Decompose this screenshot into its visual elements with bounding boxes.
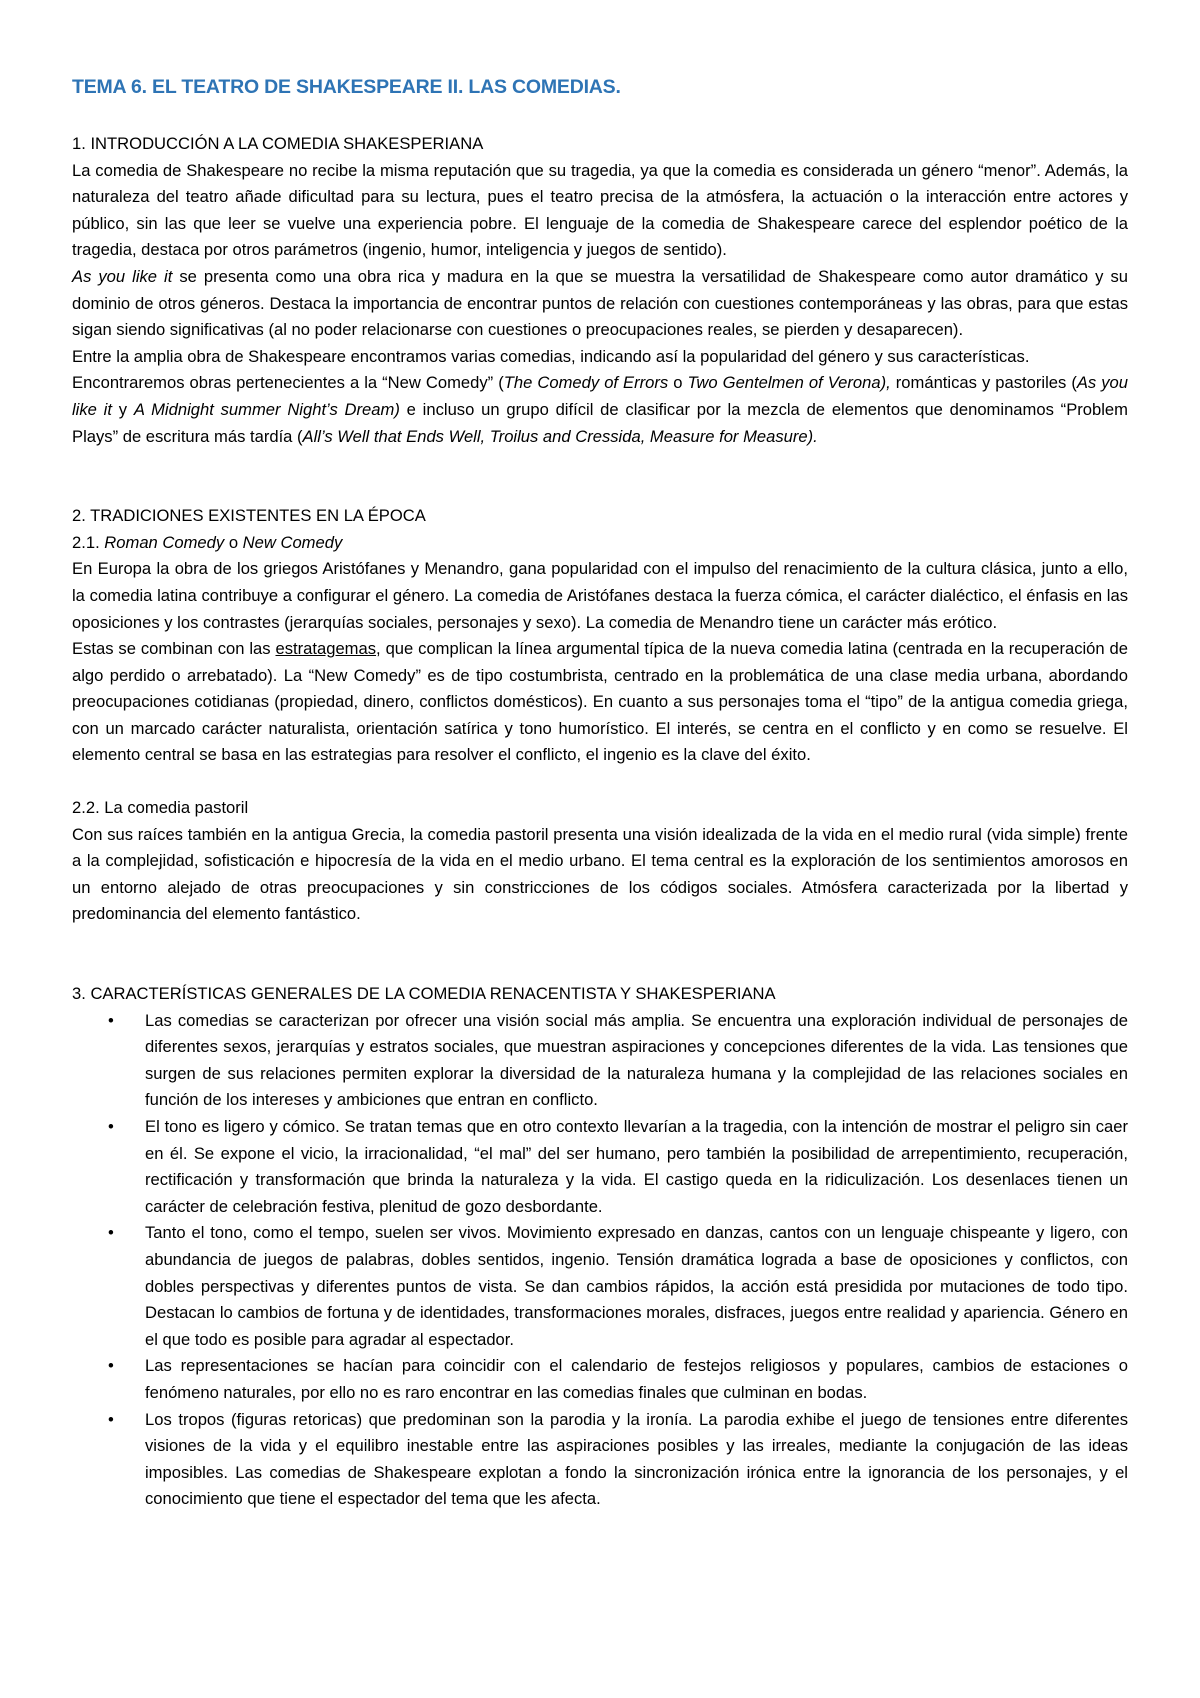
paragraph: Estas se combinan con las estratagemas, que complican la línea argumental típica de la nueva comedia latina (centrada en la recuperación de algo perdido o arrebatado). La “New Comedy” es de tipo costumbrista, centrado en la problemática de una clase media urbana, abordando preocupaciones cotidianas (propiedad, dinero, conflictos domésticos). En cuanto a sus personajes toma el “tipo” de la antigua comedia griega, con un marcado carácter naturalista, orientación satírica y tono humorístico. El interés, se centra en el conflicto y en como se resuelve. El elemento central se basa en las estrategias para resolver el conflicto, el ingenio es la clave del éxito. bbox=[72, 639, 1129, 765]
list-item: • El tono es ligero y cómico. Se tratan temas que en otro contexto llevarían a la tragedia, con la intención de mostrar el peligro sin caer en él. Se expone el vicio, la irracionalidad, “el mal” del ser humano, pero también la posibilidad de arrepentimiento, recuperación, rectificación y transformación que brinda la naturaleza y la vida. El castigo queda en la ridiculización. Los desenlaces tienen un carácter de celebración festiva, plenitud de gozo desbordante. bbox=[72, 1114, 1128, 1220]
section-heading: 1. INTRODUCCIÓN A LA COMEDIA SHAKESPERIANA bbox=[72, 134, 484, 153]
paragraph: Entre la amplia obra de Shakespeare encontramos varias comedias, indicando así la popularidad del género y sus características. bbox=[72, 346, 1030, 366]
list-item: • Las representaciones se hacían para coincidir con el calendario de festejos religiosos y populares, cambios de estaciones o fenómeno naturales, por ello no es raro encontrar en las comedias finales que culminan en bodas. bbox=[72, 1353, 1128, 1406]
spacer bbox=[72, 450, 1128, 503]
work-title: A Midnight summer Night’s Dream) bbox=[133, 399, 400, 419]
paragraph: En Europa la obra de los griegos Aristófanes y Menandro, gana popularidad con el impulso del renacimiento de la cultura clásica, junto a ello, la comedia latina contribuye a configurar el género. La comedia de Aristófanes destaca la fuerza cómica, el carácter dialéctico, el énfasis en las oposiciones y los contrastes (jerarquías sociales, personajes y sexo). La comedia de Menandro tiene un carácter más erótico. bbox=[72, 559, 1128, 632]
section-introduccion bbox=[72, 131, 1128, 450]
bullet-icon: • bbox=[108, 1409, 114, 1429]
paragraph-text: y bbox=[111, 399, 134, 419]
section-heading: 2. TRADICIONES EXISTENTES EN LA ÉPOCA bbox=[72, 506, 426, 526]
underlined-term: estratagemas bbox=[275, 639, 377, 659]
bullet-icon: • bbox=[108, 1223, 114, 1243]
paragraph-text: Encontraremos obras pertenecientes a la “New Comedy” ( bbox=[72, 373, 504, 393]
paragraph-text: se presenta como una obra rica y madura en la que se muestra la versatilidad de Shakespeare como autor dramático y su dominio de otros géneros. Destaca la importancia de encontrar puntos de relación con cuestiones contemporáneas y las obras, para que estas sigan siendo significativas (al no poder relacionarse con cuestiones o preocupaciones reales, se pierden y desaparecen). bbox=[72, 266, 1128, 340]
list-item: • Las comedias se caracterizan por ofrecer una visión social más amplia. Se encuentra una exploración individual de personajes de diferentes sexos, jerarquías y estratos sociales, que muestran aspiraciones y concepciones diferentes de la vida. Las tensiones que surgen de sus relaciones permiten explorar la diversidad de la naturaleza humana y la complejidad de las relaciones sociales en función de los intereses y ambiciones que entran en conflicto. bbox=[72, 1008, 1128, 1114]
paragraph bbox=[72, 264, 1128, 344]
list-item: • Los tropos (figuras retoricas) que predominan son la parodia y la ironía. La parodia exhibe el juego de tensiones entre diferentes visiones de la vida y el equilibro inestable entre las aspiraciones posibles y las irreales, mediante la conjugación de las ideas imposibles. Las comedias de Shakespeare explotan a fondo la sincronización irónica entre la ignorancia de los personajes, y el conocimiento que tiene el espectador del tema que les afecta. bbox=[72, 1407, 1128, 1513]
paragraph-text: o bbox=[668, 373, 688, 393]
bullet-icon: • bbox=[108, 1356, 114, 1376]
spacer bbox=[72, 928, 1128, 981]
section-heading: 3. CARACTERÍSTICAS GENERALES DE LA COMEDIA RENACENTISTA Y SHAKESPERIANA bbox=[72, 984, 776, 1004]
bullet-icon: • bbox=[108, 1117, 114, 1136]
paragraph-text: e incluso un grupo difícil de clasificar por la mezcla de elementos que denominamos “Problem Plays” de escritura más tardía ( bbox=[72, 399, 1128, 446]
list-item: • Tanto el tono, como el tempo, suelen ser vivos. Movimiento expresado en danzas, cantos con un lenguaje chispeante y ligero, con abundancia de juegos de palabras, dobles sentidos, ingenio. Tensión dramática lograda a base de oposiciones y conflictos, con dobles perspectivas y diferentes puntos de vista. Se dan cambios rápidos, la acción está presidida por mutaciones de todo tipo. Destacan lo cambios de fortuna y de identidades, transformaciones morales, disfraces, juegos entre realidad y apariencia. Género en el que todo es posible para agradar al espectador. bbox=[72, 1220, 1128, 1353]
paragraph: La comedia de Shakespeare no recibe la misma reputación que su tragedia, ya que la comedia es considerada un género “menor”. Además, la naturaleza del teatro añade dificultad para su lectura, pues el teatro precisa de la atmósfera, la actuación o la interacción entre actores y público, sin las que leer se vuelve una experiencia pobre. El lenguaje de la comedia de Shakespeare carece del esplendor poético de la tragedia, destaca por otros parámetros (ingenio, humor, inteligencia y juegos de sentido). bbox=[72, 160, 1128, 260]
subsection-heading: 2.2. La comedia pastoril bbox=[72, 798, 249, 818]
work-title: All’s Well that Ends Well, Troilus and Cressida, Measure for Measure). bbox=[302, 426, 818, 446]
work-title: Two Gentelmen of Verona), bbox=[687, 373, 891, 393]
page-title: TEMA 6. EL TEATRO DE SHAKESPEARE II. LAS COMEDIAS. bbox=[72, 76, 621, 98]
bullet-list bbox=[72, 1008, 1128, 1513]
section-caracteristicas bbox=[72, 981, 1128, 1513]
work-title: As you like it bbox=[72, 373, 1128, 419]
work-title: The Comedy of Errors bbox=[503, 373, 669, 393]
bullet-icon: • bbox=[108, 1010, 114, 1030]
paragraph-text: románticas y pastoriles ( bbox=[890, 373, 1077, 393]
paragraph bbox=[72, 370, 1128, 450]
spacer bbox=[72, 769, 1128, 795]
work-title: As you like it bbox=[72, 266, 173, 286]
paragraph: Con sus raíces también en la antigua Grecia, la comedia pastoril presenta una visión idealizada de la vida en el medio rural (vida simple) frente a la complejidad, sofisticación e hipocresía de la vida en el medio urbano. El tema central es la exploración de los sentimientos amorosos en un entorno alejado de otras preocupaciones y sin constricciones de los códigos sociales. Atmósfera caracterizada por la libertad y predominancia del elemento fantástico. bbox=[72, 824, 1128, 924]
section-tradiciones bbox=[72, 503, 1128, 928]
subsection-heading: 2.1. Roman Comedy o New Comedy bbox=[72, 532, 343, 552]
